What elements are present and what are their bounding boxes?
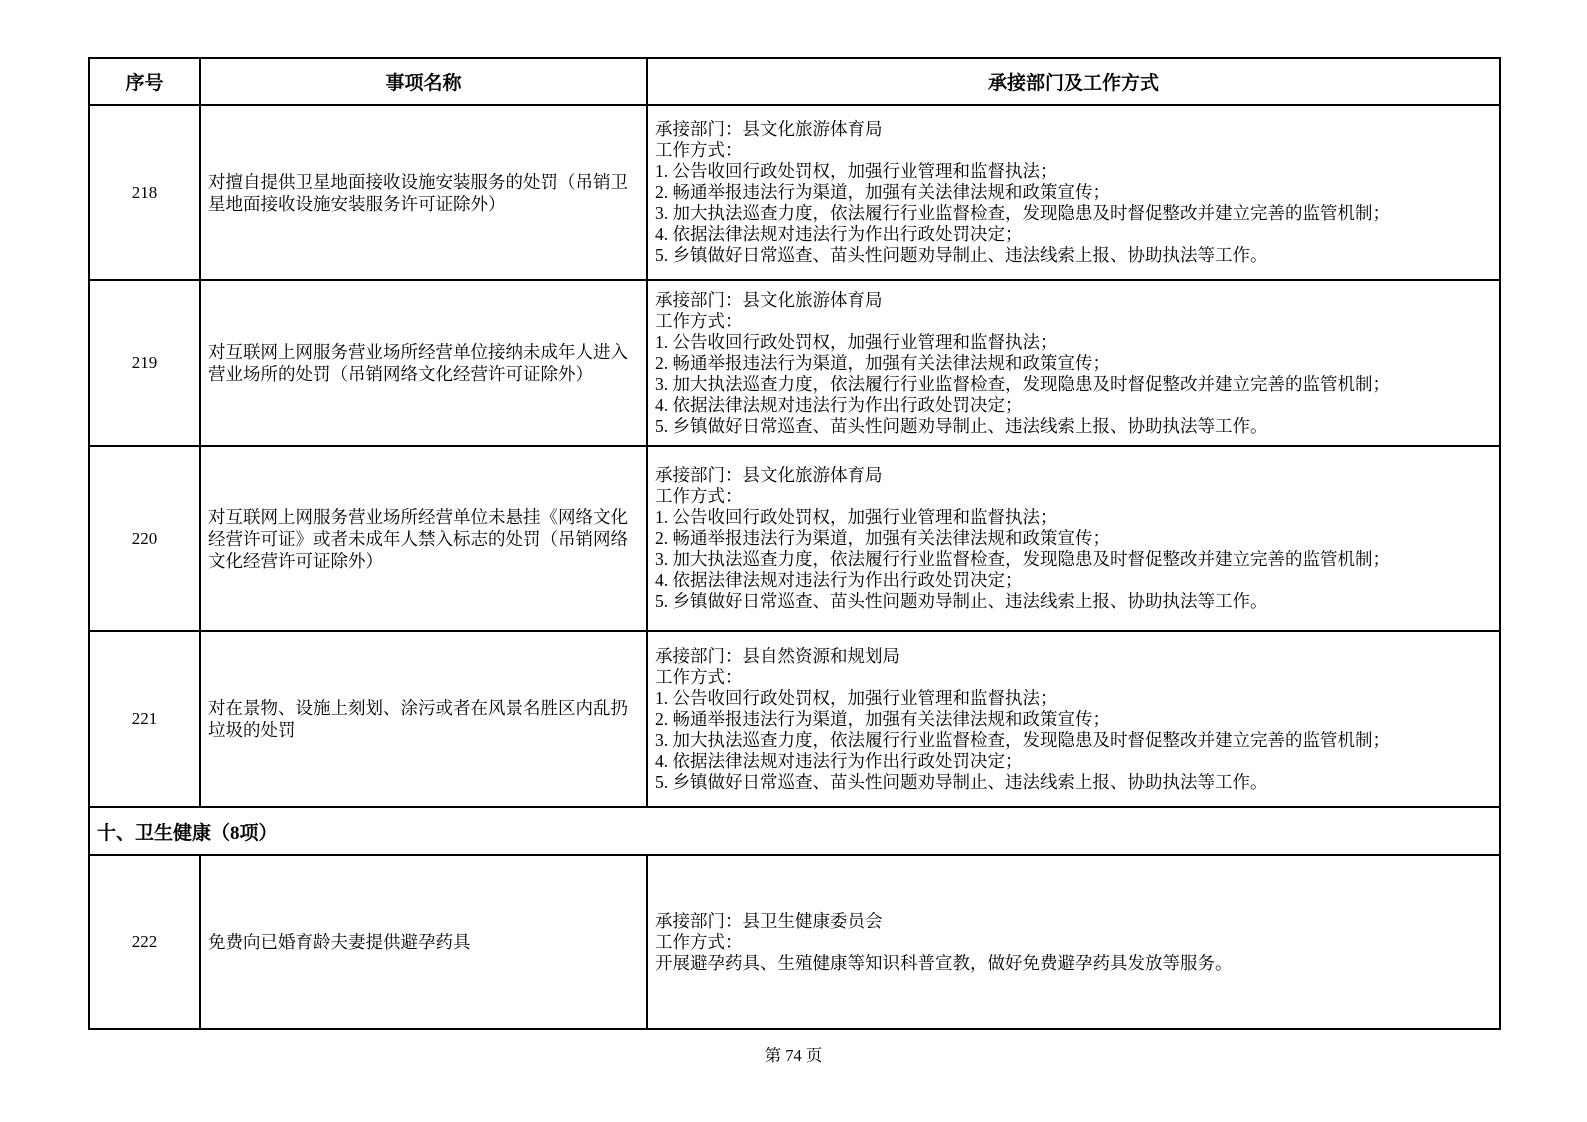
work-method-label: 工作方式： (655, 666, 743, 687)
department-label: 承接部门：县文化旅游体育局 (655, 289, 883, 310)
work-method-item: 5. 乡镇做好日常巡查、苗头性问题劝导制止、违法线索上报、协助执法等工作。 (655, 415, 1268, 436)
item-name: 对互联网上网服务营业场所经营单位接纳未成年人进入营业场所的处罚（吊销网络文化经营许可证除外） (200, 280, 647, 446)
row-number: 218 (89, 105, 200, 280)
work-method-item: 2. 畅通举报违法行为渠道，加强有关法律法规和政策宣传； (655, 352, 1110, 373)
section-row (89, 807, 1500, 855)
item-name: 对擅自提供卫星地面接收设施安装服务的处罚（吊销卫星地面接收设施安装服务许可证除外） (200, 105, 647, 280)
work-method-item: 1. 公告收回行政处罚权，加强行业管理和监督执法； (655, 331, 1058, 352)
department-cell (647, 105, 1500, 280)
col-header-number: 序号 (89, 58, 200, 105)
table-row (89, 105, 1500, 280)
work-method-item: 5. 乡镇做好日常巡查、苗头性问题劝导制止、违法线索上报、协助执法等工作。 (655, 591, 1268, 611)
department-cell (647, 855, 1500, 1029)
work-method-item: 1. 公告收回行政处罚权，加强行业管理和监督执法； (655, 687, 1058, 708)
work-method-item: 2. 畅通举报违法行为渠道，加强有关法律法规和政策宣传； (655, 528, 1110, 548)
page-number: 第 74 页 (764, 1046, 823, 1065)
table-row (89, 631, 1500, 807)
work-method-item: 3. 加大执法巡查力度，依法履行行业监督检查，发现隐患及时督促整改并建立完善的监管机制； (655, 549, 1390, 569)
department-cell (647, 280, 1500, 446)
work-method-item: 3. 加大执法巡查力度，依法履行行业监督检查，发现隐患及时督促整改并建立完善的监管机制； (655, 203, 1390, 223)
work-method-item: 3. 加大执法巡查力度，依法履行行业监督检查，发现隐患及时督促整改并建立完善的监管机制； (655, 373, 1390, 394)
row-number: 221 (89, 631, 200, 807)
header-row (89, 58, 1500, 105)
col-header-item-name: 事项名称 (200, 58, 647, 105)
item-name: 免费向已婚育龄夫妻提供避孕药具 (200, 855, 647, 1029)
department-label: 承接部门：县文化旅游体育局 (655, 465, 883, 485)
col-header-department: 承接部门及工作方式 (647, 58, 1500, 105)
section-header: 十、卫生健康（8项） (89, 807, 1500, 855)
table-body (89, 105, 1500, 1029)
work-method-label: 工作方式： (655, 310, 743, 331)
department-label: 承接部门：县自然资源和规划局 (655, 645, 900, 666)
items-table (88, 57, 1501, 1030)
row-number: 219 (89, 280, 200, 446)
item-name: 对在景物、设施上刻划、涂污或者在风景名胜区内乱扔垃圾的处罚 (200, 631, 647, 807)
work-method-item: 3. 加大执法巡查力度，依法履行行业监督检查，发现隐患及时督促整改并建立完善的监管机制； (655, 729, 1390, 750)
work-method-label: 工作方式： (655, 486, 743, 506)
work-method-item: 4. 依据法律法规对违法行为作出行政处罚决定； (655, 394, 1023, 415)
row-number: 222 (89, 855, 200, 1029)
department-label: 承接部门：县卫生健康委员会 (655, 910, 883, 931)
work-method-item: 1. 公告收回行政处罚权，加强行业管理和监督执法； (655, 507, 1058, 527)
work-method-item: 4. 依据法律法规对违法行为作出行政处罚决定； (655, 224, 1023, 244)
department-label: 承接部门：县文化旅游体育局 (655, 119, 883, 139)
work-method-item: 4. 依据法律法规对违法行为作出行政处罚决定； (655, 570, 1023, 590)
department-cell (647, 446, 1500, 631)
work-method-label: 工作方式： (655, 140, 743, 160)
work-method-item: 4. 依据法律法规对违法行为作出行政处罚决定； (655, 750, 1023, 771)
work-method-item: 1. 公告收回行政处罚权，加强行业管理和监督执法； (655, 161, 1058, 181)
table-row (89, 280, 1500, 446)
work-method-item: 5. 乡镇做好日常巡查、苗头性问题劝导制止、违法线索上报、协助执法等工作。 (655, 771, 1268, 792)
department-cell (647, 631, 1500, 807)
row-number: 220 (89, 446, 200, 631)
work-method-item: 2. 畅通举报违法行为渠道，加强有关法律法规和政策宣传； (655, 182, 1110, 202)
table-row (89, 855, 1500, 1029)
work-method-label: 工作方式： (655, 931, 743, 952)
table-row (89, 446, 1500, 631)
item-name: 对互联网上网服务营业场所经营单位未悬挂《网络文化经营许可证》或者未成年人禁入标志的处罚（吊销网络文化经营许可证除外） (200, 446, 647, 631)
work-method-item: 开展避孕药具、生殖健康等知识科普宣教，做好免费避孕药具发放等服务。 (655, 952, 1233, 973)
work-method-item: 5. 乡镇做好日常巡查、苗头性问题劝导制止、违法线索上报、协助执法等工作。 (655, 245, 1268, 265)
work-method-item: 2. 畅通举报违法行为渠道，加强有关法律法规和政策宣传； (655, 708, 1110, 729)
